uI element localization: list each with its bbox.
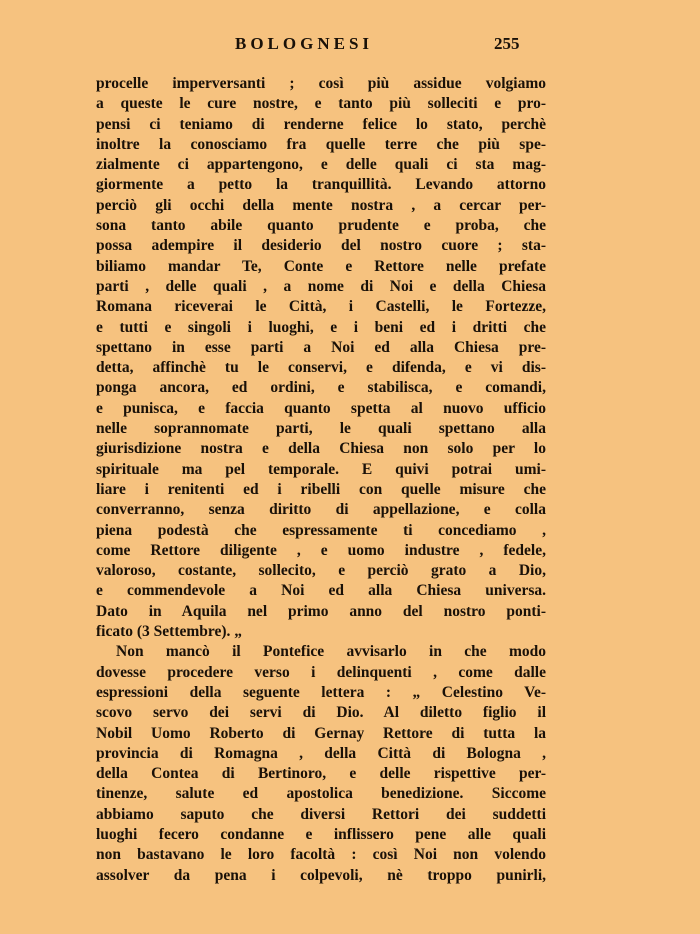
text-line: ponga ancora, ed ordini, e stabilisca, e comandi, xyxy=(96,379,546,397)
text-line: espressioni della seguente lettera : „ Celestino Ve- xyxy=(96,683,546,701)
text-line: parti , delle quali , a nome di Noi e della Chiesa xyxy=(96,277,546,295)
text-line: Non mancò il Pontefice avvisarlo in che modo xyxy=(116,643,546,661)
text-line: Dato in Aquila nel primo anno del nostro ponti- xyxy=(96,602,546,620)
text-line: scovo servo dei servi di Dio. Al diletto figlio il xyxy=(96,704,546,722)
text-line: dovesse procedere verso i delinquenti , come dalle xyxy=(96,663,546,681)
text-line: biliamo mandar Te, Conte e Rettore nelle prefate xyxy=(96,257,546,275)
text-line: e tutti e singoli i luoghi, e i beni ed i dritti che xyxy=(96,318,546,336)
text-line: ficato (3 Settembre). „ xyxy=(96,623,243,641)
text-line: Romana riceverai le Città, i Castelli, le Fortezze, xyxy=(96,298,546,316)
text-line: liare i renitenti ed i ribelli con quelle misure che xyxy=(96,480,546,498)
text-line: sona tanto abile quanto prudente e proba, che xyxy=(96,217,546,235)
text-line: Nobil Uomo Roberto di Gernay Rettore di tutta la xyxy=(96,724,546,742)
text-line: a queste le cure nostre, e tanto più solleciti e pro- xyxy=(96,95,546,113)
text-line: pensi ci teniamo di renderne felice lo stato, perchè xyxy=(96,115,546,133)
text-line: zialmente ci appartengono, e delle quali ci sta mag- xyxy=(96,156,546,174)
text-line: e punisca, e faccia quanto spetta al nuovo ufficio xyxy=(96,399,546,417)
text-line: detta, affinchè tu le conservi, e difenda, e vi dis- xyxy=(96,359,546,377)
text-line: giurisdizione nostra e della Chiesa non solo per lo xyxy=(96,440,546,458)
text-line: piena podestà che espressamente ti concediamo , xyxy=(96,521,546,539)
text-line: abbiamo saputo che diversi Rettori dei suddetti xyxy=(96,805,546,823)
text-line: valoroso, costante, sollecito, e perciò grato a Dio, xyxy=(96,562,546,580)
text-line: nelle soprannomate parti, le quali spettano alla xyxy=(96,420,546,438)
running-title: BOLOGNESI xyxy=(235,34,374,53)
text-line: luoghi fecero condanne e inflissero pene alle quali xyxy=(96,825,546,843)
text-line: spirituale ma pel temporale. E quivi potrai umi- xyxy=(96,460,546,478)
text-line: provincia di Romagna , della Città di Bologna , xyxy=(96,744,546,762)
text-line: tinenze, salute ed apostolica benedizione. Siccome xyxy=(96,785,546,803)
text-line: giormente a petto la tranquillità. Levando attorno xyxy=(96,176,546,194)
text-line: e commendevole a Noi ed alla Chiesa universa. xyxy=(96,582,546,600)
text-line: converranno, senza diritto di appellazione, e colla xyxy=(96,501,546,519)
text-line: possa adempire il desiderio del nostro cuore ; sta- xyxy=(96,237,546,255)
text-line: come Rettore diligente , e uomo industre , fedele, xyxy=(96,541,546,559)
text-line: perciò gli occhi della mente nostra , a cercar per- xyxy=(96,196,546,214)
text-line: inoltre la conosciamo fra quelle terre che più spe- xyxy=(96,135,546,153)
text-line: assolver da pena i colpevoli, nè troppo punirli, xyxy=(96,866,546,884)
text-line: procelle imperversanti ; così più assidue volgiamo xyxy=(96,75,546,92)
body-text xyxy=(96,74,546,886)
text-line: spettano in esse parti a Noi ed alla Chiesa pre- xyxy=(96,338,546,356)
text-line: della Contea di Bertinoro, e delle rispettive per- xyxy=(96,765,546,783)
page-number: 255 xyxy=(494,34,520,53)
page-header xyxy=(0,34,700,60)
text-line: non bastavano le loro facoltà : così Noi non volendo xyxy=(96,846,546,864)
